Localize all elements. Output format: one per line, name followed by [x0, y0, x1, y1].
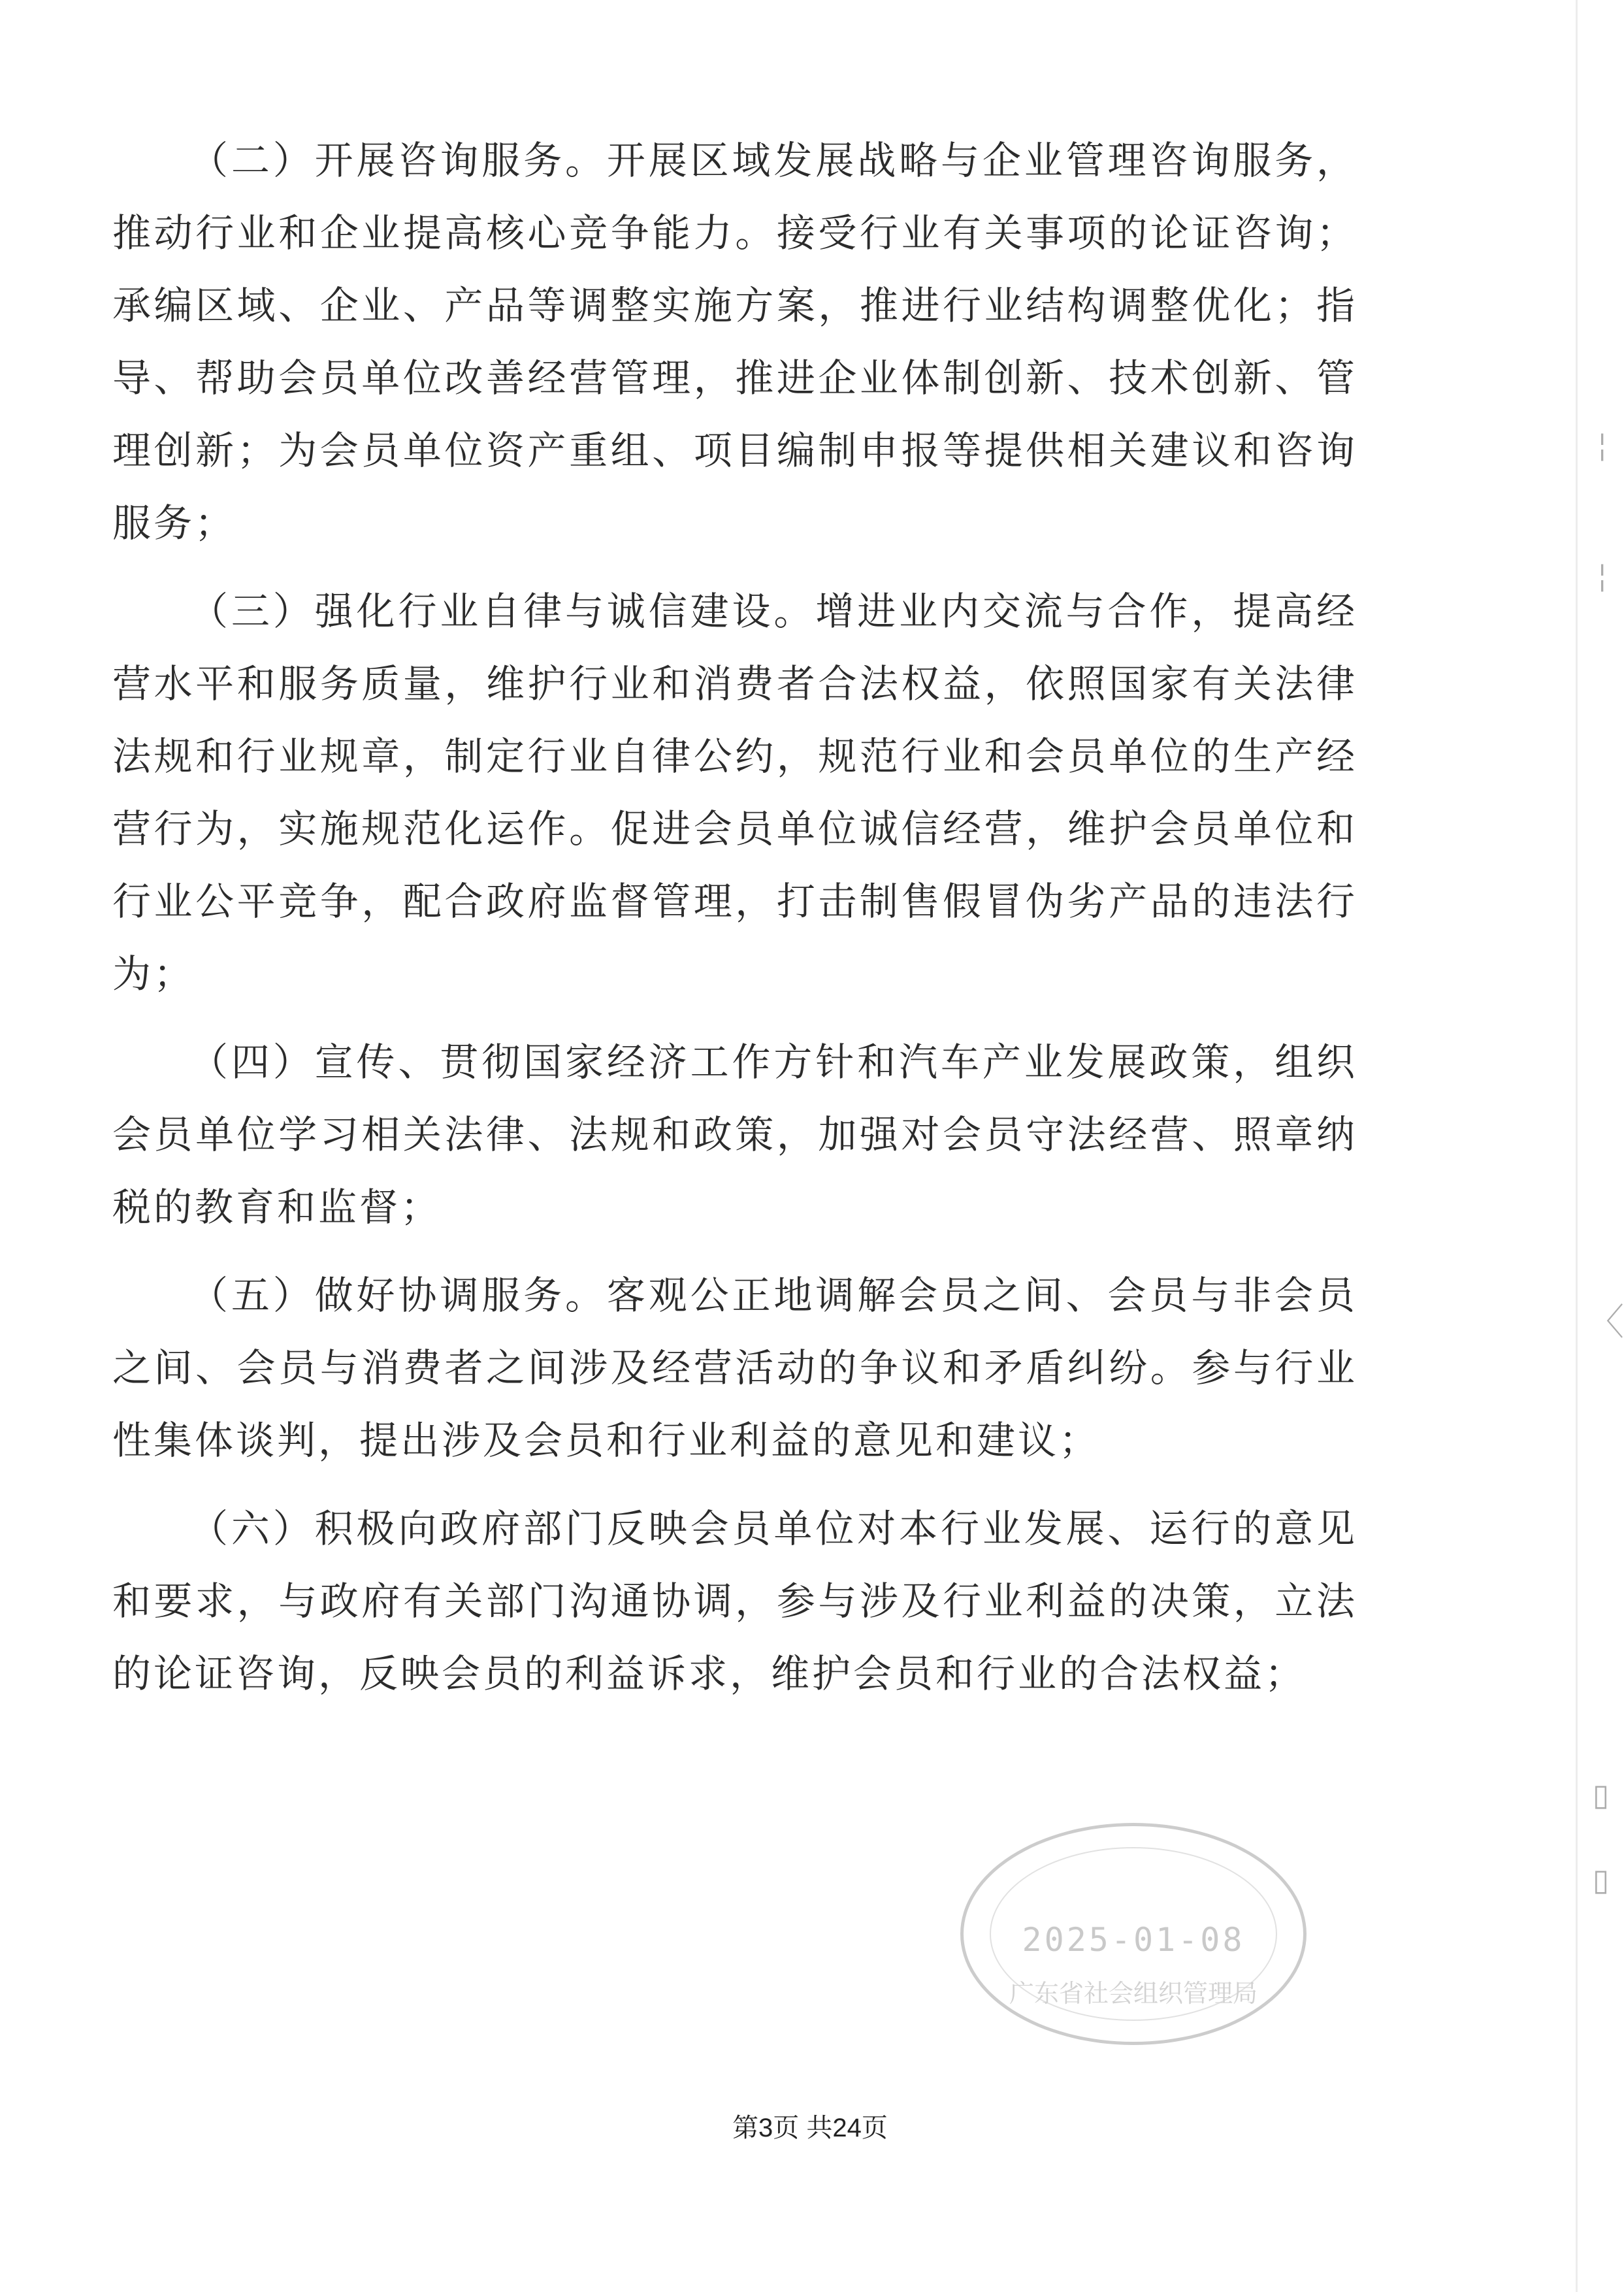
document-body [112, 124, 1357, 1726]
seal-date: 2025-01-08 [1022, 1921, 1245, 1959]
page-edge-line [1576, 0, 1578, 2292]
paragraph-self-discipline: （三）强化行业自律与诚信建设。增进业内交流与合作，提高经营水平和服务质量，维护行业和消费者合法权益，依照国家有关法律法规和行业规章，制定行业自律公约，规范行业和会员单位的生产经营行为，实施规范化运作。促进会员单位诚信经营，维护会员单位和行业公平竞争，配合政府监督管理，打击制售假冒伪劣产品的违法行为； [112, 589, 1357, 996]
edge-stamp-fragment: ▯ [1593, 1862, 1610, 1897]
edge-stamp-fragment: ╎ [1594, 562, 1611, 594]
page-number: 第3页 共24页 [732, 2114, 888, 2142]
paragraph-consulting-services: （二）开展咨询服务。开展区域发展战略与企业管理咨询服务，推动行业和企业提高核心竞争能力。接受行业有关事项的论证咨询；承编区域、企业、产品等调整实施方案，推进行业结构调整优化；指导、帮助会员单位改善经营管理，推进企业体制创新、技术创新、管理创新；为会员单位资产重组、项目编制申报等提供相关建议和咨询服务； [112, 138, 1357, 546]
official-seal-stamp [960, 1823, 1307, 2045]
edge-stamp-fragment: ╎ [1594, 431, 1611, 463]
paragraph-coordination-services: （五）做好协调服务。客观公正地调解会员之间、会员与非会员之间、会员与消费者之间涉及经营活动的争议和矛盾纠纷。参与行业性集体谈判，提出涉及会员和行业利益的意见和建议； [112, 1273, 1357, 1463]
seal-organization: 广东省社会组织管理局 [1009, 1979, 1258, 2008]
paragraph-policy-promotion: （四）宣传、贯彻国家经济工作方针和汽车产业发展政策，组织会员单位学习相关法律、法规和政策，加强对会员守法经营、照章纳税的教育和监督； [112, 1040, 1357, 1230]
paragraph-government-liaison: （六）积极向政府部门反映会员单位对本行业发展、运行的意见和要求，与政府有关部门沟通协调，参与涉及行业利益的决策，立法的论证咨询，反映会员的利益诉求，维护会员和行业的合法权益； [112, 1506, 1357, 1696]
edge-stamp-fragment: ▯ [1593, 1777, 1610, 1812]
edge-stamp-fragment: 〈 [1587, 1302, 1624, 1344]
